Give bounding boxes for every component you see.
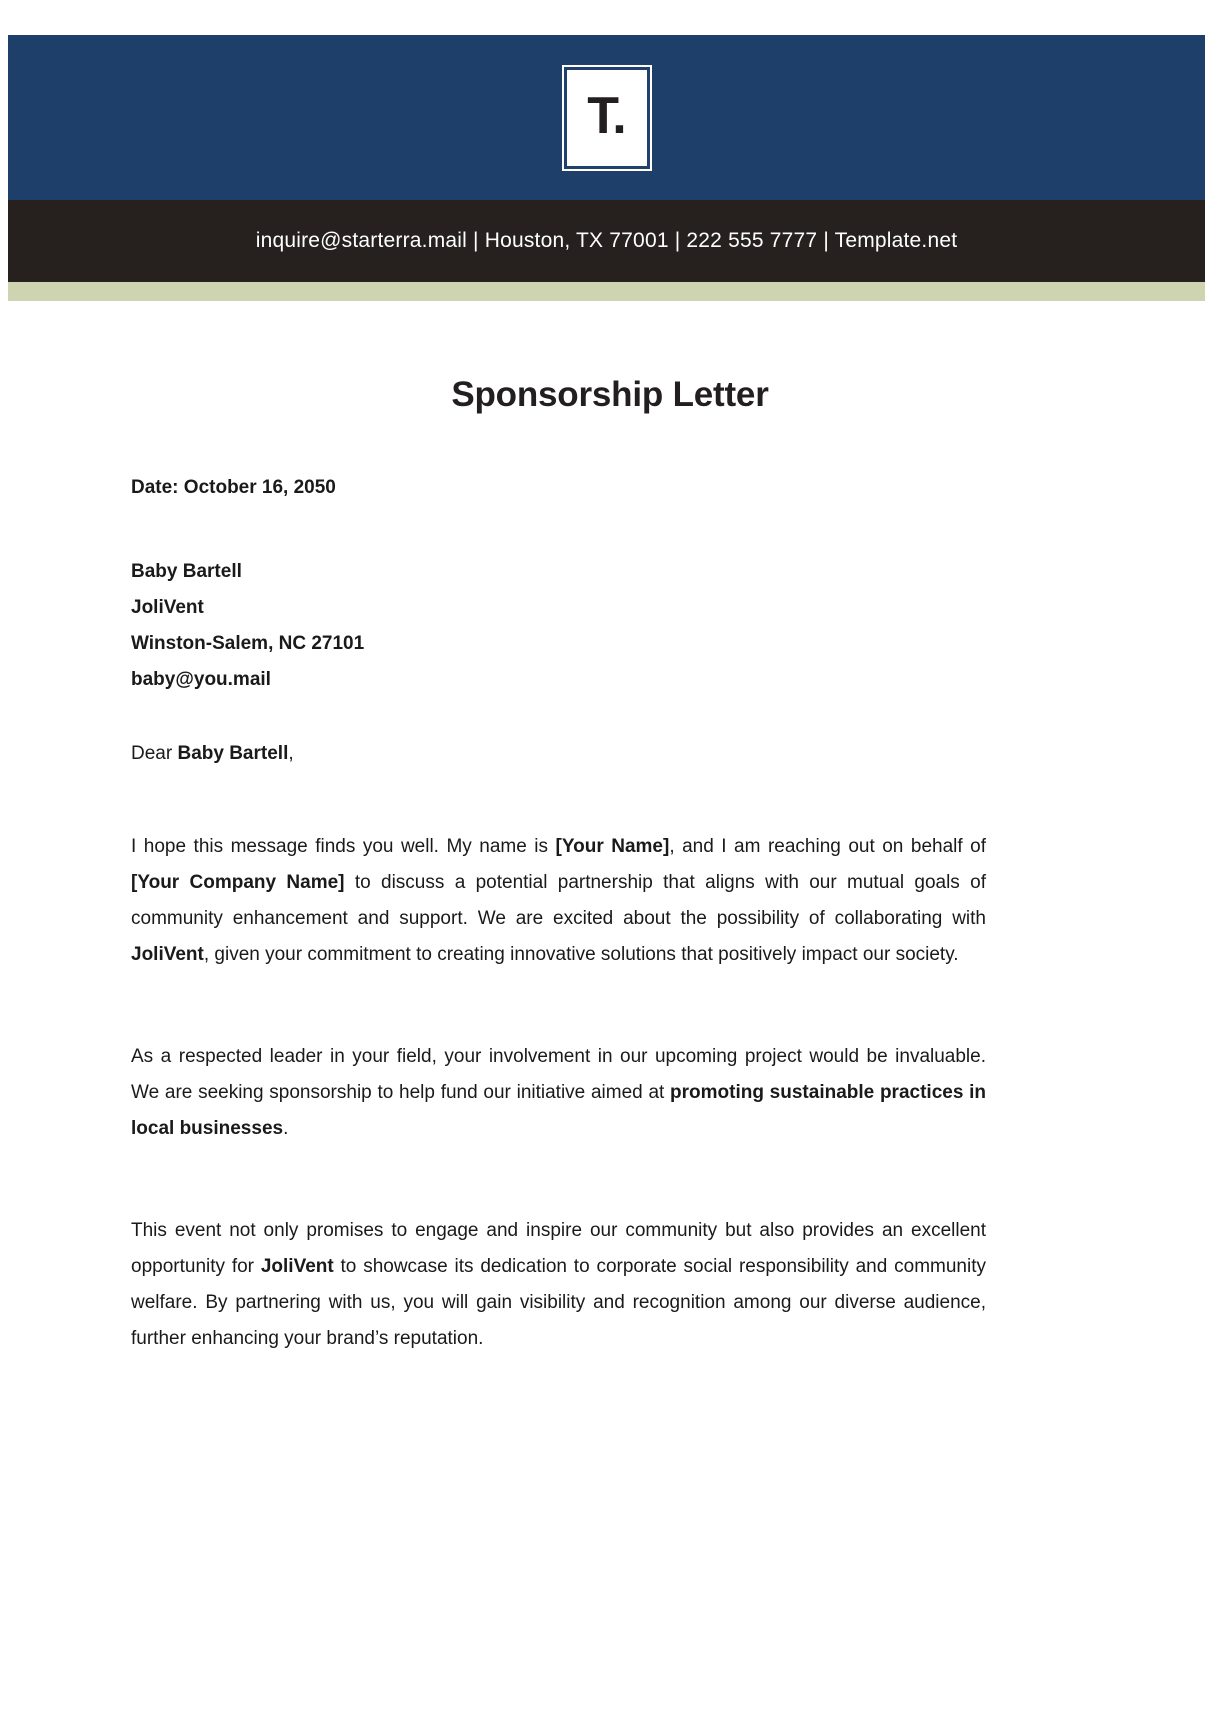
salutation-name: Baby Bartell [177,743,289,764]
recipient-city-state-zip: Winston-Salem, NC 27101 [131,633,365,654]
p1-text-4: , given your commitment to creating innovative solutions that positively impact our society. [203,944,959,965]
logo-monogram-icon: T. [587,86,626,145]
p1-bold-company-name: [Your Company Name] [131,872,345,893]
paragraph-1 [131,829,986,973]
spacer [131,698,986,736]
p1-text-3: to discuss a potential partnership that aligns with our mutual goals of community enhancement and support. We are excited about the possibility of collaborating with [131,872,986,929]
p1-text-1: I hope this message finds you well. My name is [131,836,556,857]
salutation [131,736,986,772]
header-band [8,35,1205,200]
p2-text-1: As a respected leader in your field, your involvement in our upcoming project would be invaluable. We are seeking sponsorship to help fund our initiative aimed at [131,1046,986,1103]
salutation-greeting: Dear [131,743,178,764]
letter-body [131,470,986,1376]
p1-bold-your-name: [Your Name] [555,836,670,857]
page-title: Sponsorship Letter [451,375,769,414]
spacer [131,506,986,554]
contact-info: inquire@starterra.mail | Houston, TX 77001 | 222 555 7777 | Template.net [255,229,958,252]
recipient-company: JoliVent [131,597,204,618]
contact-band [8,200,1205,282]
p2-text-2: . [283,1118,289,1139]
p2-bold-initiative: promoting sustainable practices in local businesses [131,1082,987,1139]
p3-text-1: This event not only promises to engage and inspire our community but also provides an excellent opportunity for [131,1220,986,1277]
paragraph-2 [131,1039,986,1147]
accent-band [8,282,1205,301]
recipient-name: Baby Bartell [131,561,242,582]
recipient-email: baby@you.mail [131,669,271,690]
p3-bold-jolivent: JoliVent [260,1256,334,1277]
spacer [131,992,986,1020]
salutation-punctuation: , [288,743,294,764]
date-line: Date: October 16, 2050 [131,477,336,498]
p1-text-2: , and I am reaching out on behalf of [669,836,986,857]
company-logo [559,62,655,174]
spacer [131,772,986,810]
paragraph-3 [131,1213,986,1357]
spacer [131,1166,986,1194]
p1-bold-jolivent: JoliVent [131,944,204,965]
p3-text-2: to showcase its dedication to corporate social responsibility and community welfare. By partnering with us, you will gain visibility and recognition among our diverse audience, further enhancing your brand’s reputation. [131,1256,986,1349]
